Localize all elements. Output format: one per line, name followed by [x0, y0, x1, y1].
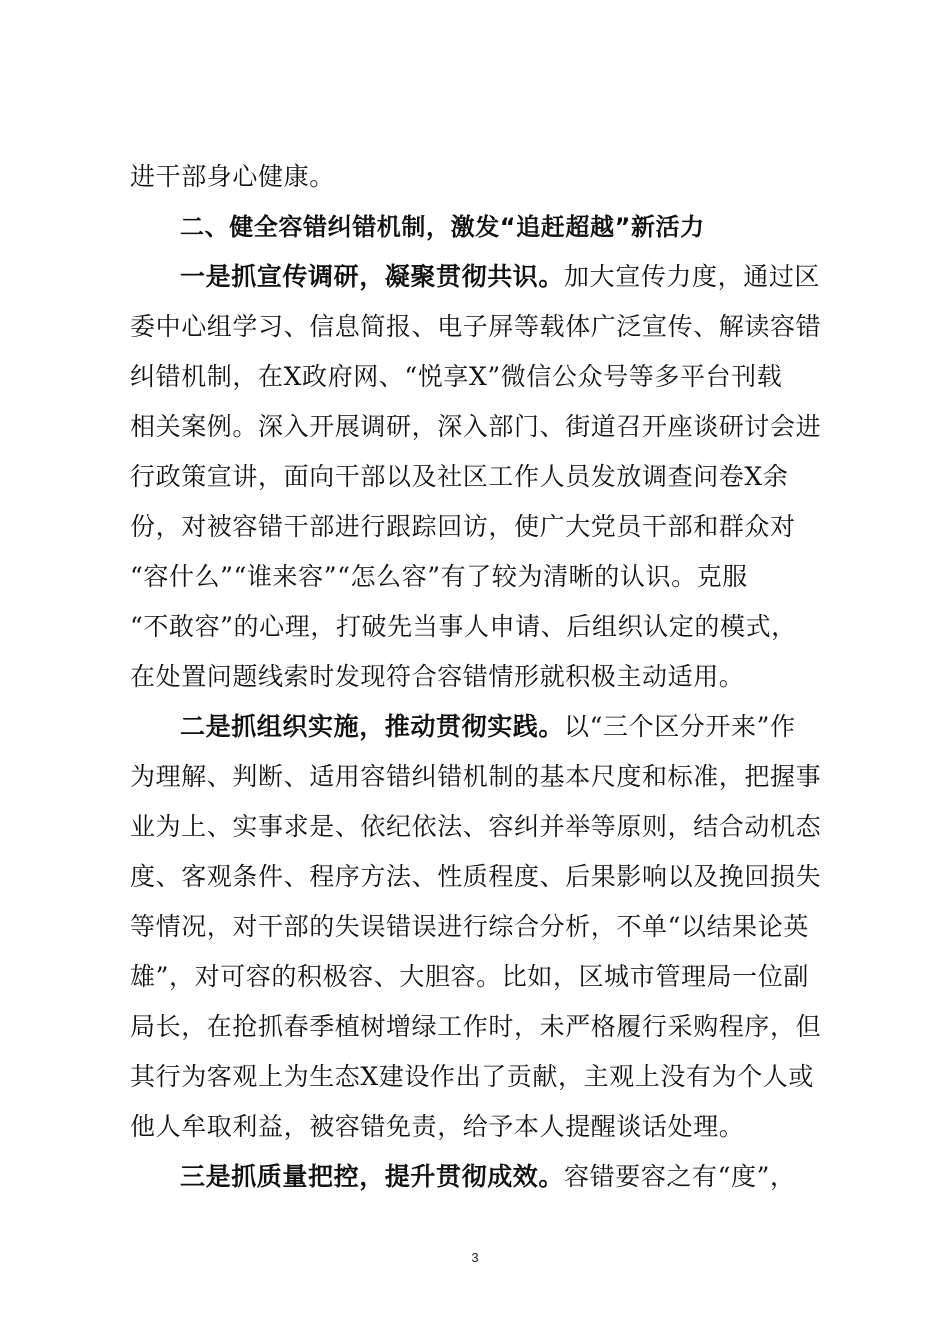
body-text-line: 他人牟取利益，被容错免责，给予本人提醒谈话处理。: [130, 1112, 745, 1141]
body-text-line: 等情况，对干部的失误错误进行综合分析，不单“以结果论英: [130, 912, 809, 941]
body-text-line: 纠错机制，在X政府网、“悦享X”微信公众号等多平台刊载: [130, 362, 783, 391]
body-text-line: 相关案例。深入开展调研，深入部门、街道召开座谈研讨会进: [130, 412, 822, 441]
paragraph-3-first-line: [180, 1162, 830, 1192]
paragraph-3-text: 容错要容之有“度”，: [564, 1162, 796, 1191]
body-text-line: 在处置问题线索时发现符合容错情形就积极主动适用。: [130, 662, 745, 691]
body-text-line: “容什么”“谁来容”“怎么容”有了较为清晰的认识。克服: [130, 562, 748, 591]
paragraph-2-lead: 二是抓组织实施，推动贯彻实践。: [180, 712, 565, 741]
body-text-line: 行政策宣讲，面向干部以及社区工作人员发放调查问卷X余: [130, 462, 789, 491]
body-text-line: “不敢容”的心理，打破先当事人申请、后组织认定的模式，: [130, 612, 797, 641]
section-heading: 二、健全容错纠错机制，激发“追赶超越”新活力: [180, 213, 705, 241]
body-text-line: 进干部身心健康。: [130, 162, 335, 191]
body-text-line: 为理解、判断、适用容错纠错机制的基本尺度和标准，把握事: [130, 762, 822, 791]
paragraph-1-text: 加大宣传力度，通过区: [564, 262, 821, 291]
paragraph-1-lead: 一是抓宣传调研，凝聚贯彻共识。: [180, 262, 565, 291]
paragraph-2-first-line: [180, 712, 830, 742]
body-text-line: 委中心组学习、信息简报、电子屏等载体广泛宣传、解读容错: [130, 312, 822, 341]
body-text-line: 度、客观条件、程序方法、性质程度、后果影响以及挽回损失: [130, 862, 822, 891]
body-text-line: 雄”，对可容的积极容、大胆容。比如，区城市管理局一位副: [130, 962, 809, 991]
paragraph-1-first-line: [180, 262, 830, 292]
body-text-line: 份，对被容错干部进行跟踪回访，使广大党员干部和群众对: [130, 512, 796, 541]
paragraph-3-lead: 三是抓质量把控，提升贯彻成效。: [180, 1162, 565, 1191]
paragraph-2-text: 以“三个区分开来”作: [564, 712, 796, 741]
body-text-line: 业为上、实事求是、依纪依法、容纠并举等原则，结合动机态: [130, 812, 822, 841]
body-text-line: 局长，在抢抓春季植树增绿工作时，未严格履行采购程序，但: [130, 1012, 822, 1041]
page-number: 3: [471, 1250, 479, 1265]
body-text-line: 其行为客观上为生态X建设作出了贡献，主观上没有为个人或: [130, 1062, 814, 1091]
